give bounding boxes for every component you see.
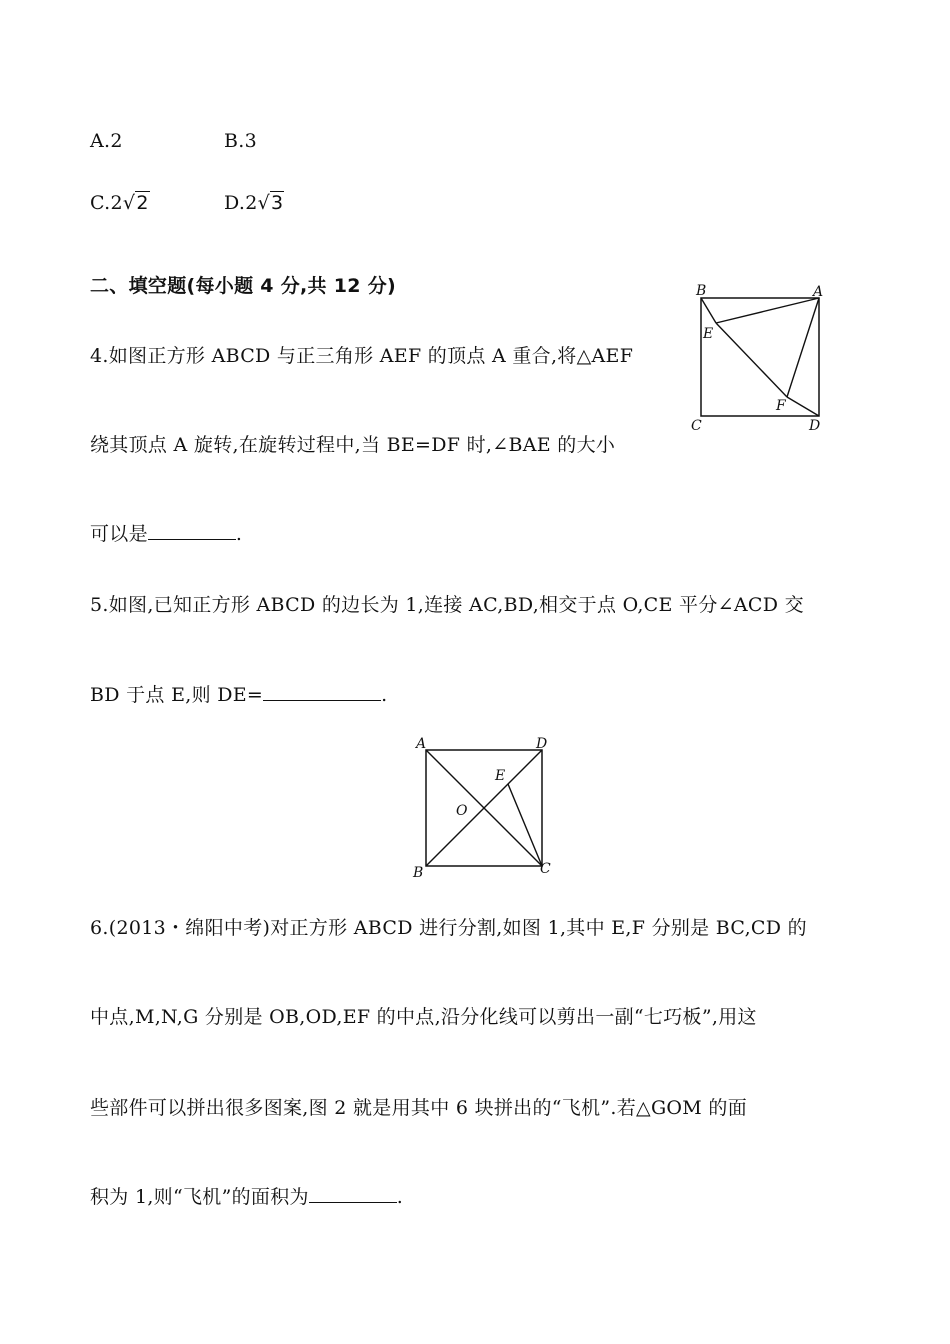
option-c: [90, 192, 150, 214]
q4-label-f: F: [776, 398, 786, 414]
q4-segment-ef: [716, 323, 787, 397]
q4-segment-be: [701, 298, 716, 323]
q6-line4-prefix: 积为 1,则“飞机”的面积为: [90, 1186, 309, 1208]
q5-line1: 5.如图,已知正方形 ABCD 的边长为 1,连接 AC,BD,相交于点 O,CE 平分∠ACD 交: [90, 594, 804, 616]
q6-line2: 中点,M,N,G 分别是 OB,OD,EF 的中点,沿分化线可以剪出一副“七巧板”,用这: [90, 1006, 757, 1028]
option-c-prefix: C.2: [90, 192, 123, 214]
q5-line2-suffix: .: [381, 684, 388, 706]
q4-line3: [90, 519, 242, 546]
q4-segment-af: [787, 298, 819, 397]
q6-line1: 6.(2013・绵阳中考)对正方形 ABCD 进行分割,如图 1,其中 E,F 分别是 BC,CD 的: [90, 917, 807, 939]
q4-label-c: C: [691, 418, 702, 434]
q5-label-a: A: [416, 736, 427, 752]
q5-label-o: O: [456, 803, 468, 819]
option-c-sqrt: √2: [122, 192, 149, 214]
q4-line3-suffix: .: [235, 523, 243, 545]
option-d: [224, 192, 284, 214]
option-a: A.2: [90, 130, 123, 152]
q5-answer-blank[interactable]: [263, 682, 381, 701]
section-title: 二、填空题(每小题 4 分,共 12 分): [90, 275, 397, 297]
q5-figure: [408, 734, 558, 880]
q4-line3-prefix: 可以是: [90, 523, 148, 545]
q5-label-c: C: [540, 861, 551, 877]
q4-segment-fd: [787, 397, 819, 416]
q4-label-a: A: [813, 284, 824, 300]
q6-line4: [90, 1182, 403, 1209]
q4-label-b: B: [696, 283, 707, 299]
q5-line2-prefix: BD 于点 E,则 DE=: [90, 684, 264, 706]
q6-line4-suffix: .: [396, 1186, 404, 1208]
q4-line1: 4.如图正方形 ABCD 与正三角形 AEF 的顶点 A 重合,将△AEF: [90, 345, 634, 367]
q4-square: [701, 298, 819, 416]
q4-label-d: D: [809, 418, 821, 434]
q4-segment-ae: [716, 298, 819, 323]
q4-line2: 绕其顶点 A 旋转,在旋转过程中,当 BE=DF 时,∠BAE 的大小: [90, 434, 616, 456]
option-d-prefix: D.2: [224, 192, 258, 214]
q6-line3: 些部件可以拼出很多图案,图 2 就是用其中 6 块拼出的“飞机”.若△GOM 的面: [90, 1097, 748, 1119]
q5-label-b: B: [413, 865, 424, 880]
q5-label-e: E: [495, 768, 506, 784]
q5-segment-ce: [508, 784, 542, 866]
q4-label-e: E: [703, 326, 714, 342]
option-c-radicand: 2: [136, 192, 149, 214]
option-b: B.3: [224, 130, 257, 152]
q6-answer-blank[interactable]: [309, 1184, 397, 1203]
q4-answer-blank[interactable]: [148, 521, 236, 540]
q5-line2: [90, 680, 388, 707]
q4-figure: [688, 282, 838, 436]
q5-label-d: D: [536, 736, 548, 752]
option-d-sqrt: √3: [257, 192, 284, 214]
option-d-radicand: 3: [271, 192, 284, 214]
